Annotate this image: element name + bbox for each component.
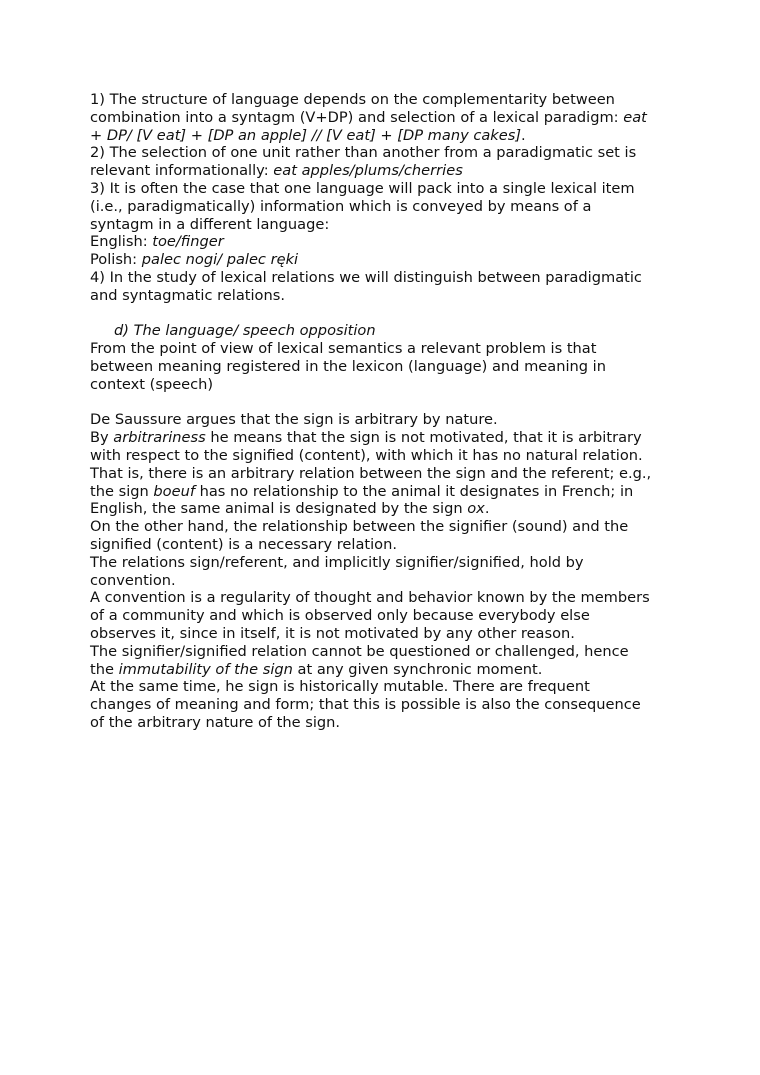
text-line [90, 536, 690, 554]
text-run: That is, there is an arbitrary relation between the sign and the referent; e.g., [90, 464, 652, 482]
text-line [90, 216, 690, 234]
text-line [90, 376, 690, 394]
blank-line [90, 394, 690, 412]
section-heading [90, 322, 690, 340]
text-run: 2) The selection of one unit rather than another from a paradigmatic set is [90, 144, 637, 162]
text-run: signified (content) is a necessary relation. [90, 535, 397, 553]
text-line [90, 287, 690, 305]
text-run: At the same time, he sign is historically mutable. There are frequent [90, 678, 590, 696]
text-run: On the other hand, the relationship between the signifier (sound) and the [90, 518, 629, 536]
text-run: . [521, 126, 526, 144]
text-run: 4) In the study of lexical relations we will distinguish between paradigmatic [90, 268, 642, 286]
text-run: syntagm in a different language: [90, 215, 330, 233]
text-line [90, 269, 690, 287]
text-line [90, 483, 690, 501]
text-run: context (speech) [90, 375, 214, 393]
text-line [90, 500, 690, 518]
text-line [90, 465, 690, 483]
text-run: convention. [90, 571, 176, 589]
text-run: of the arbitrary nature of the sign. [90, 713, 341, 731]
italic-text: immutability of the sign [118, 660, 293, 678]
text-line [90, 180, 690, 198]
italic-text: eat apples/plums/cherries [273, 162, 463, 180]
text-run: 1) The structure of language depends on the complementarity between [90, 91, 615, 108]
text-line [90, 162, 690, 180]
text-run: De Saussure argues that the sign is arbitrary by nature. [90, 411, 498, 429]
italic-text: d) The language/ speech opposition [114, 322, 376, 340]
text-run: observes it, since in itself, it is not motivated by any other reason. [90, 624, 575, 642]
text-line [90, 554, 690, 572]
text-line [90, 411, 690, 429]
text-line [90, 625, 690, 643]
italic-text: eat [623, 108, 647, 126]
italic-text: toe/finger [152, 233, 224, 251]
text-line [90, 233, 690, 251]
text-run: with respect to the signified (content), with which it has no natural relation. [90, 446, 643, 464]
text-run: relevant informationally: [90, 162, 274, 180]
text-line [90, 714, 690, 732]
text-run: A convention is a regularity of thought and behavior known by the members [90, 589, 650, 607]
text-line [90, 198, 690, 216]
text-line [90, 91, 690, 109]
text-run: has no relationship to the animal it designates in French; in [194, 482, 634, 500]
italic-text: ox [467, 500, 485, 518]
text-line [90, 144, 690, 162]
text-run: From the point of view of lexical semantics a relevant problem is that [90, 340, 597, 358]
text-run: The relations sign/referent, and implicitly signifier/signified, hold by [90, 553, 584, 571]
text-run: of a community and which is observed only because everybody else [90, 607, 590, 625]
text-line [90, 358, 690, 376]
text-line [90, 109, 690, 127]
text-line [90, 661, 690, 679]
text-run: (i.e., paradigmatically) information which is conveyed by means of a [90, 197, 592, 215]
text-run: . [484, 500, 490, 518]
text-run: 3) It is often the case that one language will pack into a single lexical item [90, 179, 635, 197]
text-run: English, the same animal is designated by the sign [90, 500, 468, 518]
text-line [90, 429, 690, 447]
text-line [90, 572, 690, 590]
text-run: Polish: [90, 251, 142, 269]
text-line [90, 607, 690, 625]
text-line [90, 518, 690, 536]
text-run: English: [90, 233, 153, 251]
italic-text: boeuf [153, 482, 195, 500]
text-line [90, 447, 690, 465]
text-run: and syntagmatic relations. [90, 286, 285, 304]
text-run: between meaning registered in the lexicon (language) and meaning in [90, 357, 606, 375]
text-run: the [90, 660, 119, 678]
text-line [90, 589, 690, 607]
text-line [90, 340, 690, 358]
text-run: the sign [90, 482, 154, 500]
blank-line [90, 305, 690, 323]
italic-text: + DP/ [V eat] + [DP an apple] // [V eat] + [DP many cakes] [90, 126, 522, 144]
text-run: combination into a syntagm (V+DP) and selection of a lexical paradigm: [90, 108, 624, 126]
text-line [90, 251, 690, 269]
text-run: at any given synchronic moment. [292, 660, 543, 678]
text-line [90, 643, 690, 661]
text-line [90, 678, 690, 696]
text-run: By [90, 429, 114, 447]
text-run: The signifier/signified relation cannot be questioned or challenged, hence [90, 642, 629, 660]
text-run: changes of meaning and form; that this is possible is also the consequence [90, 696, 641, 714]
text-run: he means that the sign is not motivated, that it is arbitrary [205, 429, 642, 447]
italic-text: palec nogi/ palec ręki [141, 251, 299, 269]
text-line [90, 127, 690, 145]
text-line [90, 696, 690, 714]
document-page [90, 91, 690, 732]
italic-text: arbitrariness [113, 429, 206, 447]
